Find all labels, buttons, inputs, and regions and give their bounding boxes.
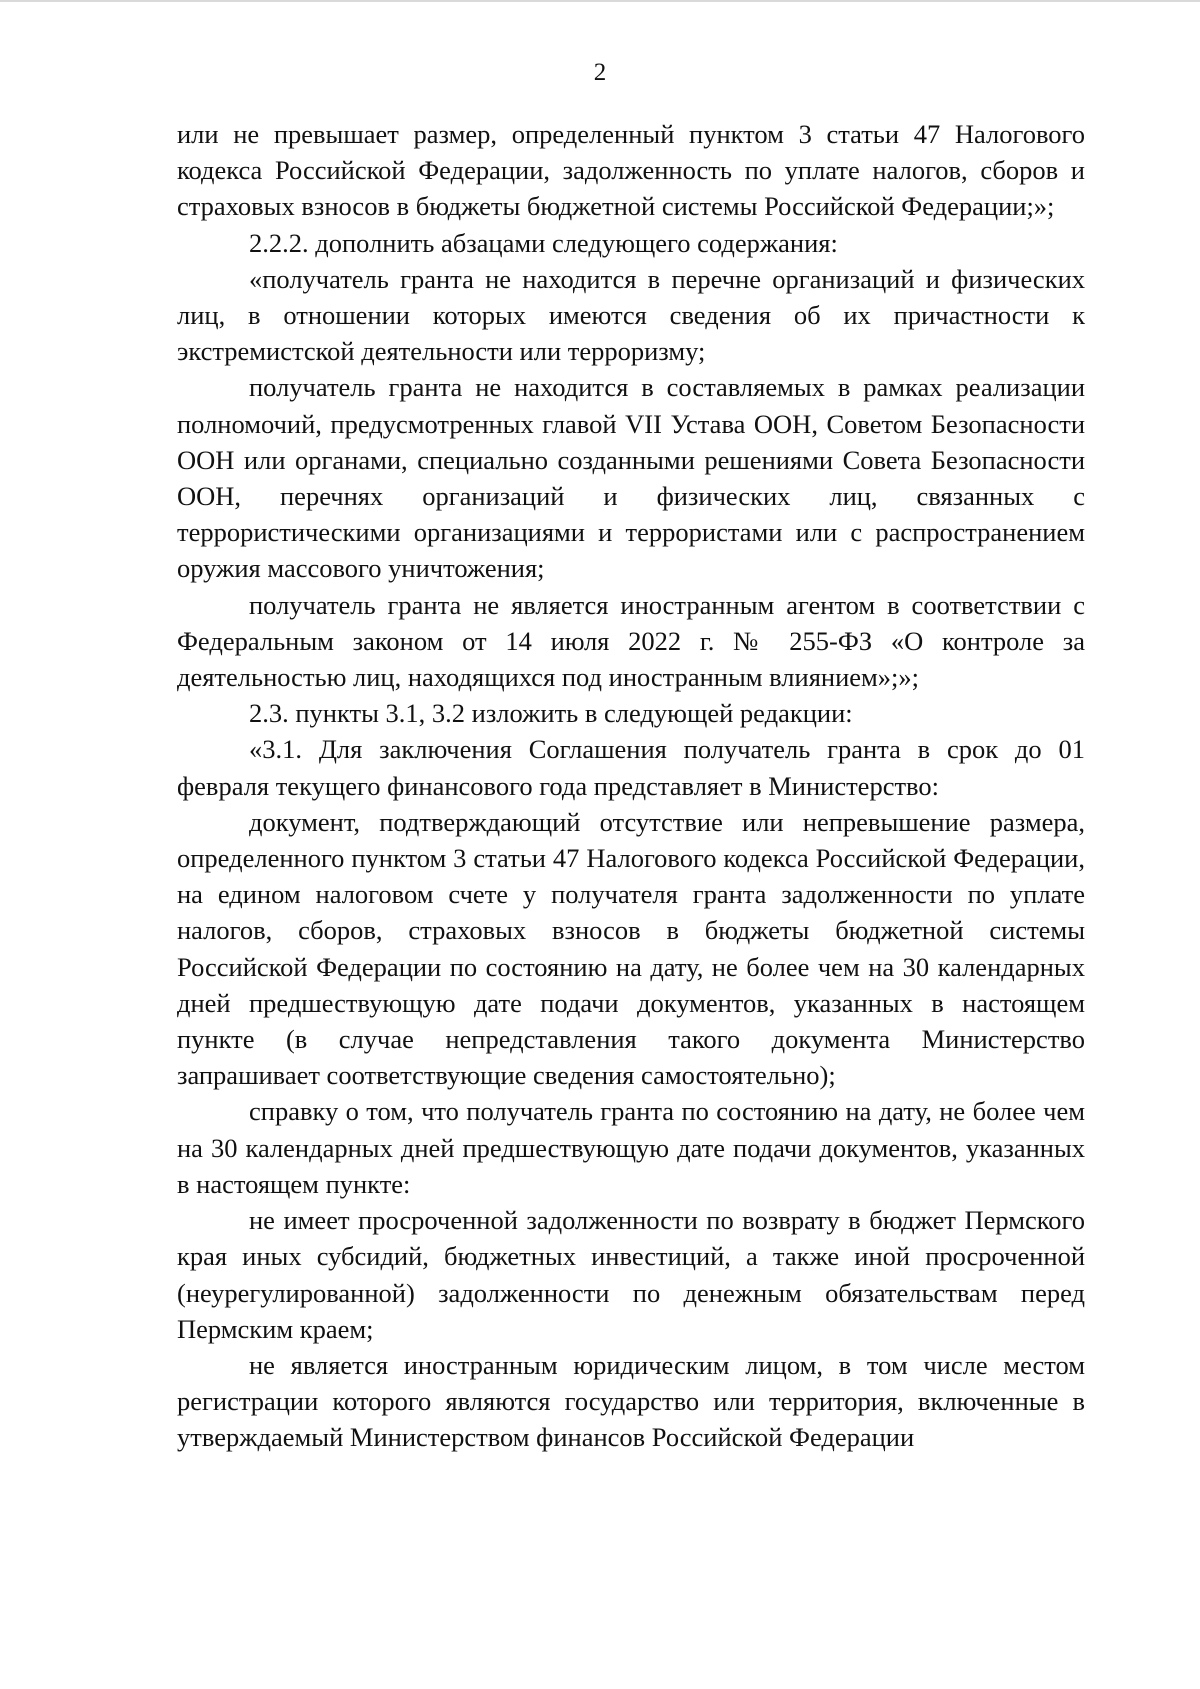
- scan-edge: [0, 0, 1200, 2]
- paragraph: справку о том, что получатель гранта по состоянию на дату, не более чем на 30 календарных дней предшествующую дате подачи документов, указанных в настоящем пункте:: [177, 1096, 1085, 1199]
- document-body: [177, 116, 1085, 1456]
- paragraph: 2.2.2. дополнить абзацами следующего содержания:: [249, 227, 838, 258]
- paragraph: или не превышает размер, определенный пунктом 3 статьи 47 Налогового кодекса Российской Федерации, задолженность по уплате налогов, сборов и страховых взносов в бюджеты бюджетной системы Российской Федерации;»;: [177, 119, 1085, 222]
- paragraph: «3.1. Для заключения Соглашения получатель гранта в срок до 01 февраля текущего финансового года представляет в Министерство:: [177, 734, 1085, 801]
- paragraph: 2.3. пункты 3.1, 3.2 изложить в следующей редакции:: [249, 698, 853, 729]
- paragraph: получатель гранта не является иностранным агентом в соответствии с Федеральным законом от 14 июля 2022 г. № 255-ФЗ «О контроле за деятельностью лиц, находящихся под иностранным влиянием»;»;: [177, 589, 1085, 693]
- paragraph: документ, подтверждающий отсутствие или непревышение размера, определенного пунктом 3 статьи 47 Налогового кодекса Российской Федерации, на едином налоговом счете у получателя гранта задолженности по уплате налогов, сборов, страховых взносов в бюджеты бюджетной системы Российской Федерации по состоянию на дату, не более чем на 30 календарных дней предшествующую дате подачи документов, указанных в настоящем пункте (в случае непредставления такого документа Министерство запрашивает соответствующие сведения самостоятельно);: [177, 806, 1085, 1091]
- paragraph: получатель гранта не находится в составляемых в рамках реализации полномочий, предусмотренных главой VII Устава ООН, Советом Безопасности ООН или органами, специально созданными решениями Совета Безопасности ООН, перечнях организаций и физических лиц, связанных с террористическими организациями и террористами или с распространением оружия массового уничтожения;: [177, 372, 1085, 584]
- paragraph: «получатель гранта не находится в перечне организаций и физических лиц, в отношении которых имеются сведения об их причастности к экстремистской деятельности или терроризму;: [177, 263, 1085, 367]
- paragraph: не имеет просроченной задолженности по возврату в бюджет Пермского края иных субсидий, бюджетных инвестиций, а также иной просроченной (неурегулированной) задолженности по денежным обязательствам перед Пермским краем;: [177, 1205, 1085, 1344]
- page-number: 2: [593, 59, 607, 86]
- paragraph: не является иностранным юридическим лицом, в том числе местом регистрации которого являются государство или территория, включенные в утверждаемый Министерством финансов Российской Федерации: [177, 1349, 1085, 1453]
